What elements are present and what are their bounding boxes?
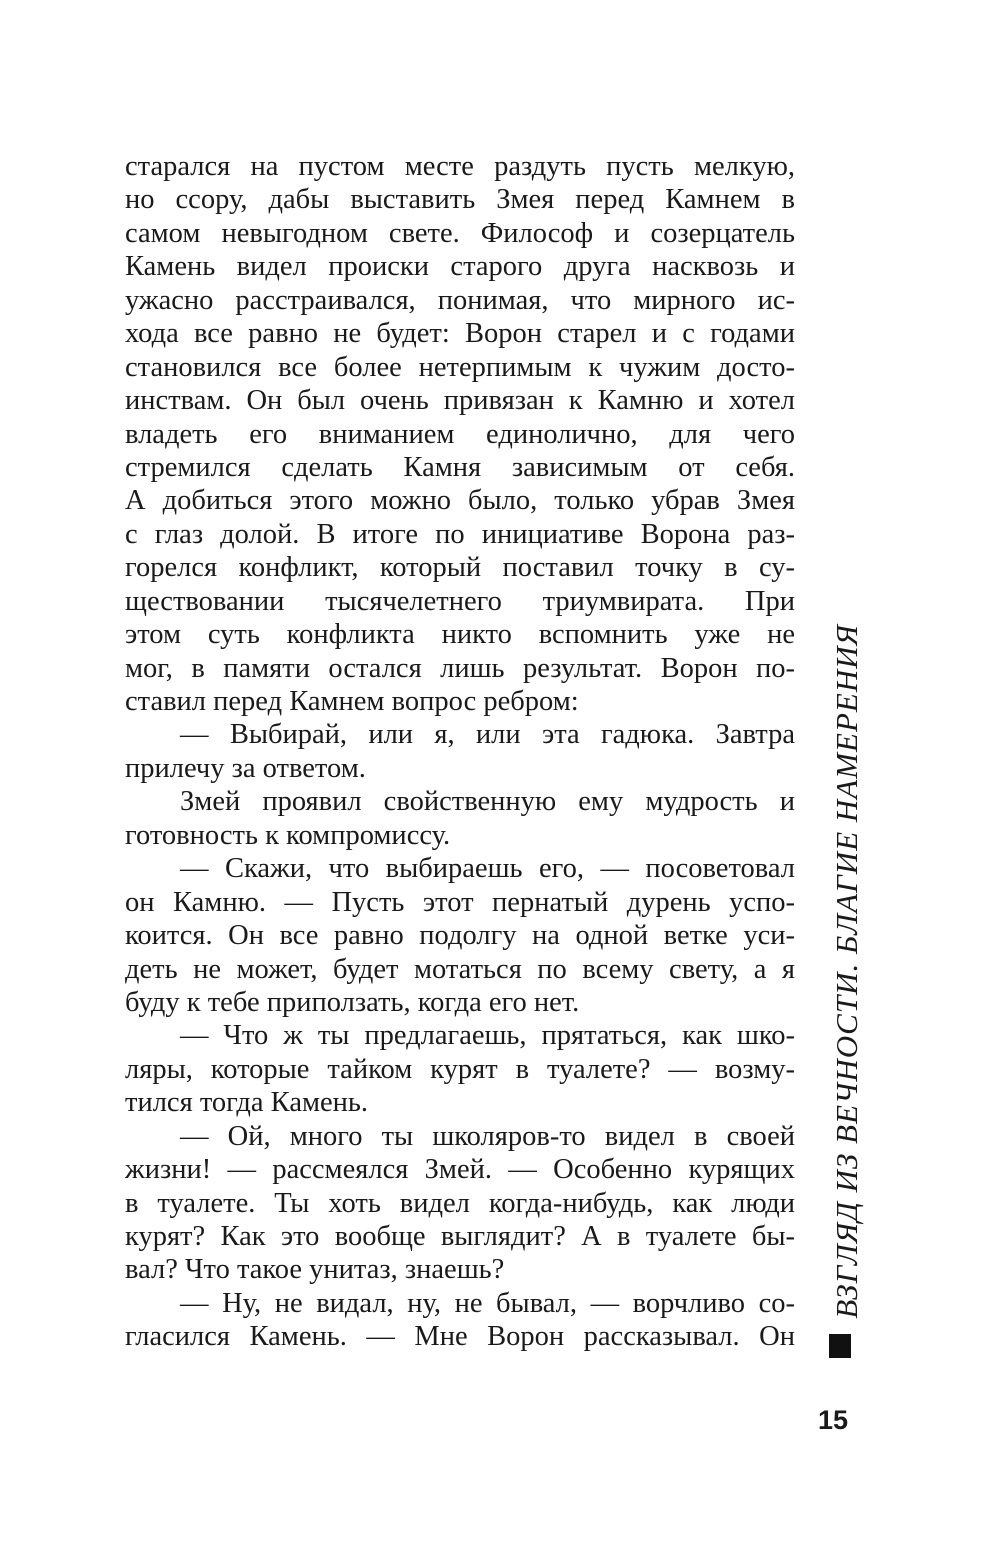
text-line: жизни! — рассмеялся Змей. — Особенно курящих bbox=[125, 1154, 795, 1186]
text-line: стремился сделать Камня зависимым от себя. bbox=[125, 451, 795, 483]
text-line: с глаз долой. В итоге по инициативе Ворона раз- bbox=[125, 518, 795, 550]
text-line: — Ну, не видал, ну, не бывал, — ворчливо со- bbox=[180, 1287, 795, 1319]
text-line: самом невыгодном свете. Философ и созерцатель bbox=[125, 217, 795, 249]
text-line: — Скажи, что выбираешь его, — посоветовал bbox=[180, 853, 795, 885]
text-line: хода все равно не будет: Ворон старел и с годами bbox=[125, 318, 795, 350]
text-line: ляры, которые тайком курят в туалете? — возму- bbox=[125, 1053, 795, 1085]
text-line: Камень видел происки старого друга насквозь и bbox=[125, 251, 795, 283]
text-line: коится. Он все равно подолгу на одной ветке уси- bbox=[125, 920, 795, 952]
running-head-square-marker bbox=[829, 1334, 851, 1358]
text-line: старался на пустом месте раздуть пусть мелкую, bbox=[125, 151, 795, 182]
text-line: ществовании тысячелетнего триумвирата. При bbox=[125, 585, 795, 617]
text-line: но ссору, дабы выставить Змея перед Камнем в bbox=[125, 184, 795, 216]
text-line: А добиться этого можно было, только убрав Змея bbox=[125, 485, 795, 517]
text-line: в туалете. Ты хоть видел когда-нибудь, как люди bbox=[125, 1187, 795, 1219]
text-line: ставил перед Камнем вопрос ребром: bbox=[125, 686, 579, 717]
text-line: тился тогда Камень. bbox=[125, 1087, 369, 1119]
text-line: вал? Что такое унитаз, знаешь? bbox=[125, 1254, 505, 1286]
text-line: горелся конфликт, который поставил точку в су- bbox=[125, 552, 795, 584]
text-line: — Выбирай, или я, или эта гадюка. Завтра bbox=[180, 719, 795, 751]
text-line: — Что ж ты предлагаешь, прятаться, как шко- bbox=[180, 1020, 795, 1052]
text-line: готовность к компромиссу. bbox=[125, 819, 451, 851]
text-line: становился все более нетерпимым к чужим досто- bbox=[125, 351, 795, 383]
text-line: этом суть конфликта никто вспомнить уже не bbox=[125, 619, 795, 651]
text-line: он Камню. — Пусть этот пернатый дурень успо- bbox=[125, 886, 795, 918]
text-line: буду к тебе приползать, когда его нет. bbox=[125, 986, 580, 1018]
text-line: мог, в памяти остался лишь результат. Ворон по- bbox=[125, 652, 795, 684]
text-line: владеть его вниманием единолично, для чего bbox=[125, 418, 795, 450]
page-number: 15 bbox=[817, 1405, 849, 1435]
text-line: деть не может, будет мотаться по всему свету, а я bbox=[125, 953, 795, 985]
text-line: курят? Как это вообще выглядит? А в туалете бы- bbox=[125, 1221, 795, 1252]
text-line: прилечу за ответом. bbox=[125, 752, 366, 784]
text-line: гласился Камень. — Мне Ворон рассказывал. Он bbox=[125, 1321, 795, 1353]
text-line: ужасно расстраивался, понимая, что мирного ис- bbox=[125, 284, 795, 316]
text-line: — Ой, много ты школяров-то видел в своей bbox=[180, 1120, 795, 1152]
running-head: ВЗГЛЯД ИЗ ВЕЧНОСТИ. БЛАГИЕ НАМЕРЕНИЯ bbox=[829, 624, 864, 1319]
text-line: инствам. Он был очень привязан к Камню и хотел bbox=[125, 385, 795, 417]
body-text bbox=[125, 150, 795, 1354]
text-line: Змей проявил свойственную ему мудрость и bbox=[180, 786, 795, 818]
